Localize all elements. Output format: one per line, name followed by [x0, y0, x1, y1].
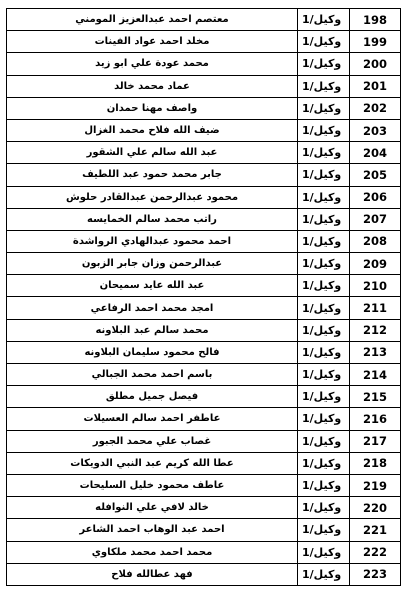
table-row — [7, 297, 401, 319]
number-cell: 203 — [350, 119, 401, 141]
number-cell: 219 — [350, 474, 401, 496]
name-cell: باسم احمد محمد الجبالي — [7, 364, 298, 386]
number-cell: 200 — [350, 53, 401, 75]
number-cell: 215 — [350, 386, 401, 408]
name-cell: جابر محمد حمود عبد اللطيف — [7, 164, 298, 186]
name-cell: معتصم احمد عبدالعزيز المومني — [7, 9, 298, 31]
name-cell: مخلد احمد عواد الفينات — [7, 31, 298, 53]
rank-cell: وكيل/1 — [298, 563, 350, 585]
name-cell: احمد محمود عبدالهادي الرواشدة — [7, 230, 298, 252]
table-row — [7, 319, 401, 341]
rank-cell: وكيل/1 — [298, 97, 350, 119]
number-cell: 204 — [350, 142, 401, 164]
table-row — [7, 430, 401, 452]
name-cell: عاطفر احمد سالم العسيلات — [7, 408, 298, 430]
table-row — [7, 519, 401, 541]
number-cell: 208 — [350, 230, 401, 252]
rank-cell: وكيل/1 — [298, 75, 350, 97]
name-cell: عبدالرحمن وزان جابر الزبون — [7, 253, 298, 275]
table-row — [7, 341, 401, 363]
number-cell: 223 — [350, 563, 401, 585]
rank-cell: وكيل/1 — [298, 142, 350, 164]
table-row — [7, 164, 401, 186]
rank-cell: وكيل/1 — [298, 386, 350, 408]
name-cell: عماد محمد خالد — [7, 75, 298, 97]
table-row — [7, 253, 401, 275]
rank-cell: وكيل/1 — [298, 119, 350, 141]
table-row — [7, 474, 401, 496]
name-cell: عاطف محمود خليل السليحات — [7, 474, 298, 496]
number-cell: 212 — [350, 319, 401, 341]
name-cell: محمود عبدالرحمن عبدالقادر حلوش — [7, 186, 298, 208]
table-row — [7, 275, 401, 297]
rank-cell: وكيل/1 — [298, 474, 350, 496]
number-cell: 222 — [350, 541, 401, 563]
name-cell: امجد محمد احمد الرفاعي — [7, 297, 298, 319]
rank-cell: وكيل/1 — [298, 364, 350, 386]
name-cell: ضيف الله فلاح محمد الغزال — [7, 119, 298, 141]
name-cell: غصاب علي محمد الجبور — [7, 430, 298, 452]
table-row — [7, 53, 401, 75]
table-row — [7, 97, 401, 119]
name-cell: راتب محمد سالم الخمايسه — [7, 208, 298, 230]
rank-cell: وكيل/1 — [298, 230, 350, 252]
number-cell: 214 — [350, 364, 401, 386]
rank-cell: وكيل/1 — [298, 519, 350, 541]
table-row — [7, 186, 401, 208]
rank-cell: وكيل/1 — [298, 408, 350, 430]
name-cell: محمد سالم عبد البلاونه — [7, 319, 298, 341]
table-row — [7, 230, 401, 252]
name-cell: احمد عبد الوهاب احمد الشاعر — [7, 519, 298, 541]
table-row — [7, 563, 401, 585]
table-row — [7, 75, 401, 97]
table-row — [7, 497, 401, 519]
number-cell: 205 — [350, 164, 401, 186]
rank-cell: وكيل/1 — [298, 341, 350, 363]
number-cell: 198 — [350, 9, 401, 31]
number-cell: 206 — [350, 186, 401, 208]
name-cell: واصف مهنا حمدان — [7, 97, 298, 119]
table-row — [7, 408, 401, 430]
number-cell: 199 — [350, 31, 401, 53]
table-row — [7, 9, 401, 31]
name-cell: خالد لافي علي النوافله — [7, 497, 298, 519]
number-cell: 221 — [350, 519, 401, 541]
rank-cell: وكيل/1 — [298, 452, 350, 474]
rank-cell: وكيل/1 — [298, 497, 350, 519]
rank-cell: وكيل/1 — [298, 275, 350, 297]
name-cell: فهد عطالله فلاح — [7, 563, 298, 585]
name-cell: عطا الله كريم عبد النبي الدويكات — [7, 452, 298, 474]
name-cell: فالح محمود سليمان البلاونه — [7, 341, 298, 363]
name-cell: فيصل جميل مطلق — [7, 386, 298, 408]
rank-cell: وكيل/1 — [298, 53, 350, 75]
name-cell: عبد الله عايد سميحان — [7, 275, 298, 297]
personnel-table-body — [7, 9, 401, 586]
table-row — [7, 142, 401, 164]
number-cell: 220 — [350, 497, 401, 519]
number-cell: 202 — [350, 97, 401, 119]
rank-cell: وكيل/1 — [298, 208, 350, 230]
table-row — [7, 452, 401, 474]
table-row — [7, 364, 401, 386]
rank-cell: وكيل/1 — [298, 253, 350, 275]
number-cell: 213 — [350, 341, 401, 363]
rank-cell: وكيل/1 — [298, 31, 350, 53]
rank-cell: وكيل/1 — [298, 319, 350, 341]
number-cell: 211 — [350, 297, 401, 319]
table-row — [7, 208, 401, 230]
rank-cell: وكيل/1 — [298, 164, 350, 186]
rank-cell: وكيل/1 — [298, 297, 350, 319]
rank-cell: وكيل/1 — [298, 430, 350, 452]
name-cell: محمد عودة علي ابو زيد — [7, 53, 298, 75]
personnel-table — [6, 8, 401, 586]
name-cell: محمد احمد محمد ملكاوي — [7, 541, 298, 563]
rank-cell: وكيل/1 — [298, 541, 350, 563]
rank-cell: وكيل/1 — [298, 186, 350, 208]
number-cell: 209 — [350, 253, 401, 275]
number-cell: 218 — [350, 452, 401, 474]
table-row — [7, 119, 401, 141]
table-row — [7, 31, 401, 53]
rank-cell: وكيل/1 — [298, 9, 350, 31]
name-cell: عبد الله سالم علي الشقور — [7, 142, 298, 164]
number-cell: 201 — [350, 75, 401, 97]
number-cell: 217 — [350, 430, 401, 452]
table-row — [7, 541, 401, 563]
number-cell: 207 — [350, 208, 401, 230]
table-row — [7, 386, 401, 408]
number-cell: 216 — [350, 408, 401, 430]
number-cell: 210 — [350, 275, 401, 297]
